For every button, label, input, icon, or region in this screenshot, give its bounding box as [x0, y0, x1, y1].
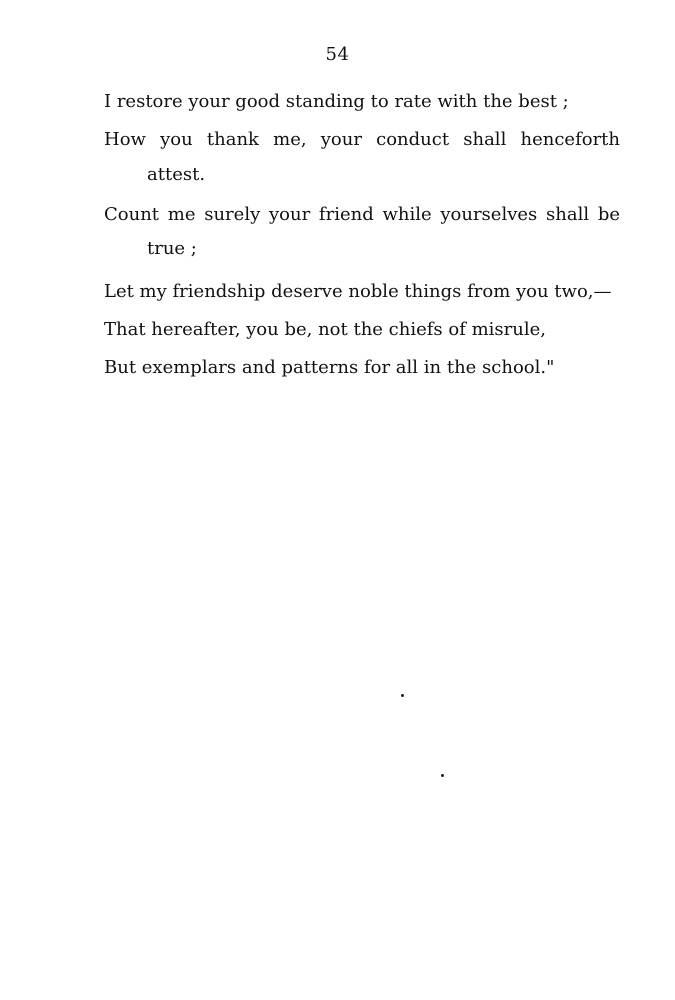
poem-line-2-continuation: attest.: [147, 164, 206, 185]
poem-line-2: How you thank me, your conduct shall henceforth: [104, 129, 620, 150]
paper-speck: [441, 774, 444, 777]
poem-line-5: That hereafter, you be, not the chiefs of misrule,: [104, 319, 546, 340]
poem-line-3: Count me surely your friend while yourselves shall be: [104, 204, 620, 225]
page-number: 54: [325, 44, 350, 65]
poem-line-4: Let my friendship deserve noble things from you two,—: [104, 281, 612, 302]
paper-speck: [401, 694, 404, 697]
poem-line-3-continuation: true ;: [147, 238, 197, 259]
poem-line-6: But exemplars and patterns for all in the school.": [104, 357, 555, 378]
poem-line-1: I restore your good standing to rate with the best ;: [104, 91, 569, 112]
